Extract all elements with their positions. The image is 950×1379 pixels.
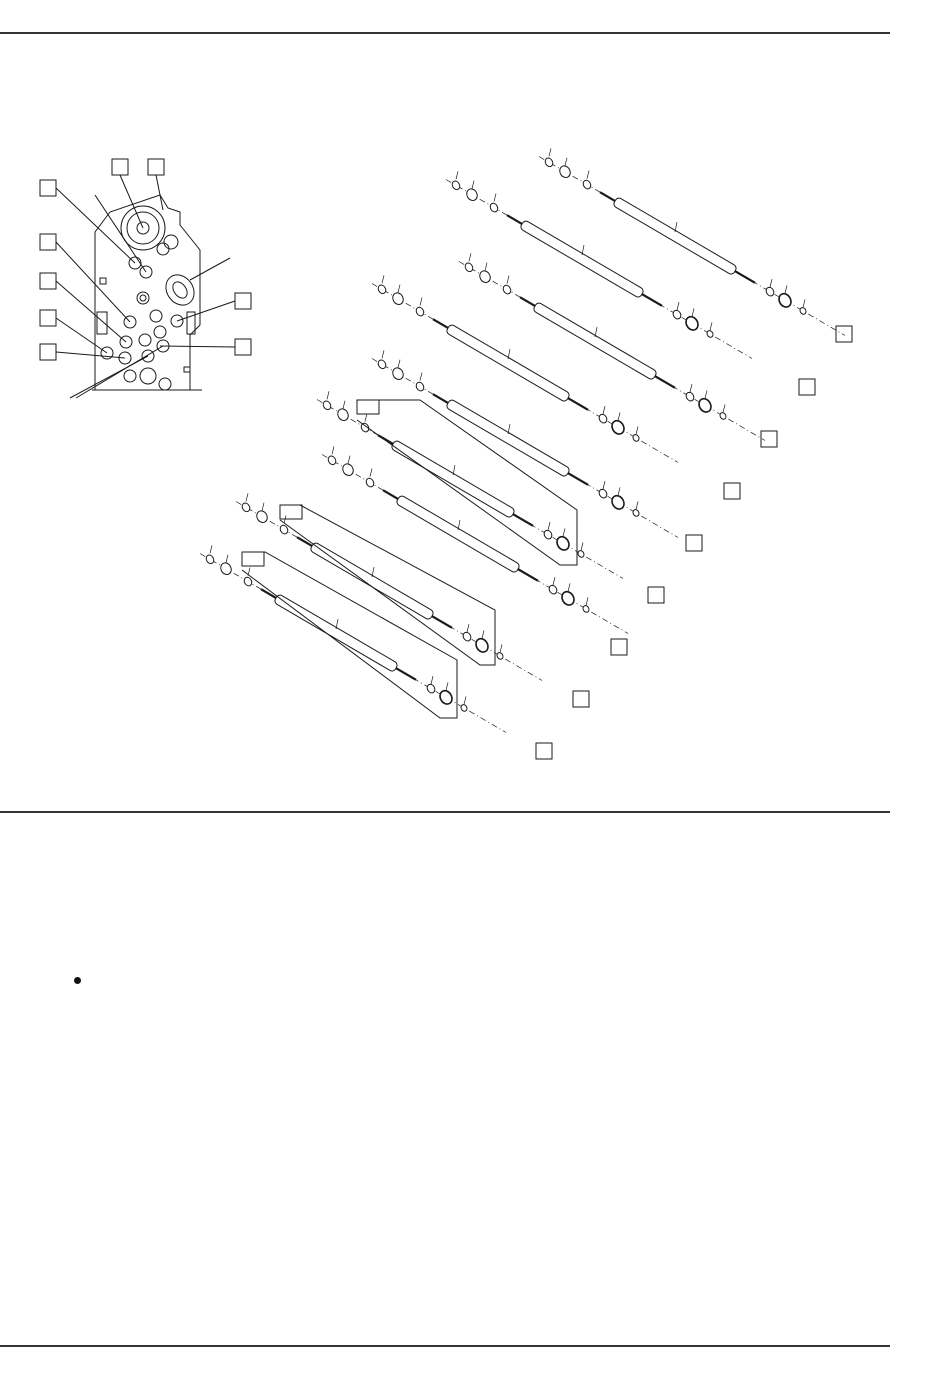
roller-7 [322,446,628,633]
bullet-icon [74,977,81,984]
group-label-a [357,400,379,414]
roller-end-callouts [536,326,852,759]
bottom-rule [0,1345,890,1347]
roller-set [200,148,845,732]
group-label-b [280,505,302,519]
group-label-c [242,552,264,566]
roller-2 [446,171,752,358]
middle-rule [0,811,890,813]
side-frame-callouts [40,159,251,398]
roller-1 [539,148,845,335]
side-frame-plate [92,195,202,390]
